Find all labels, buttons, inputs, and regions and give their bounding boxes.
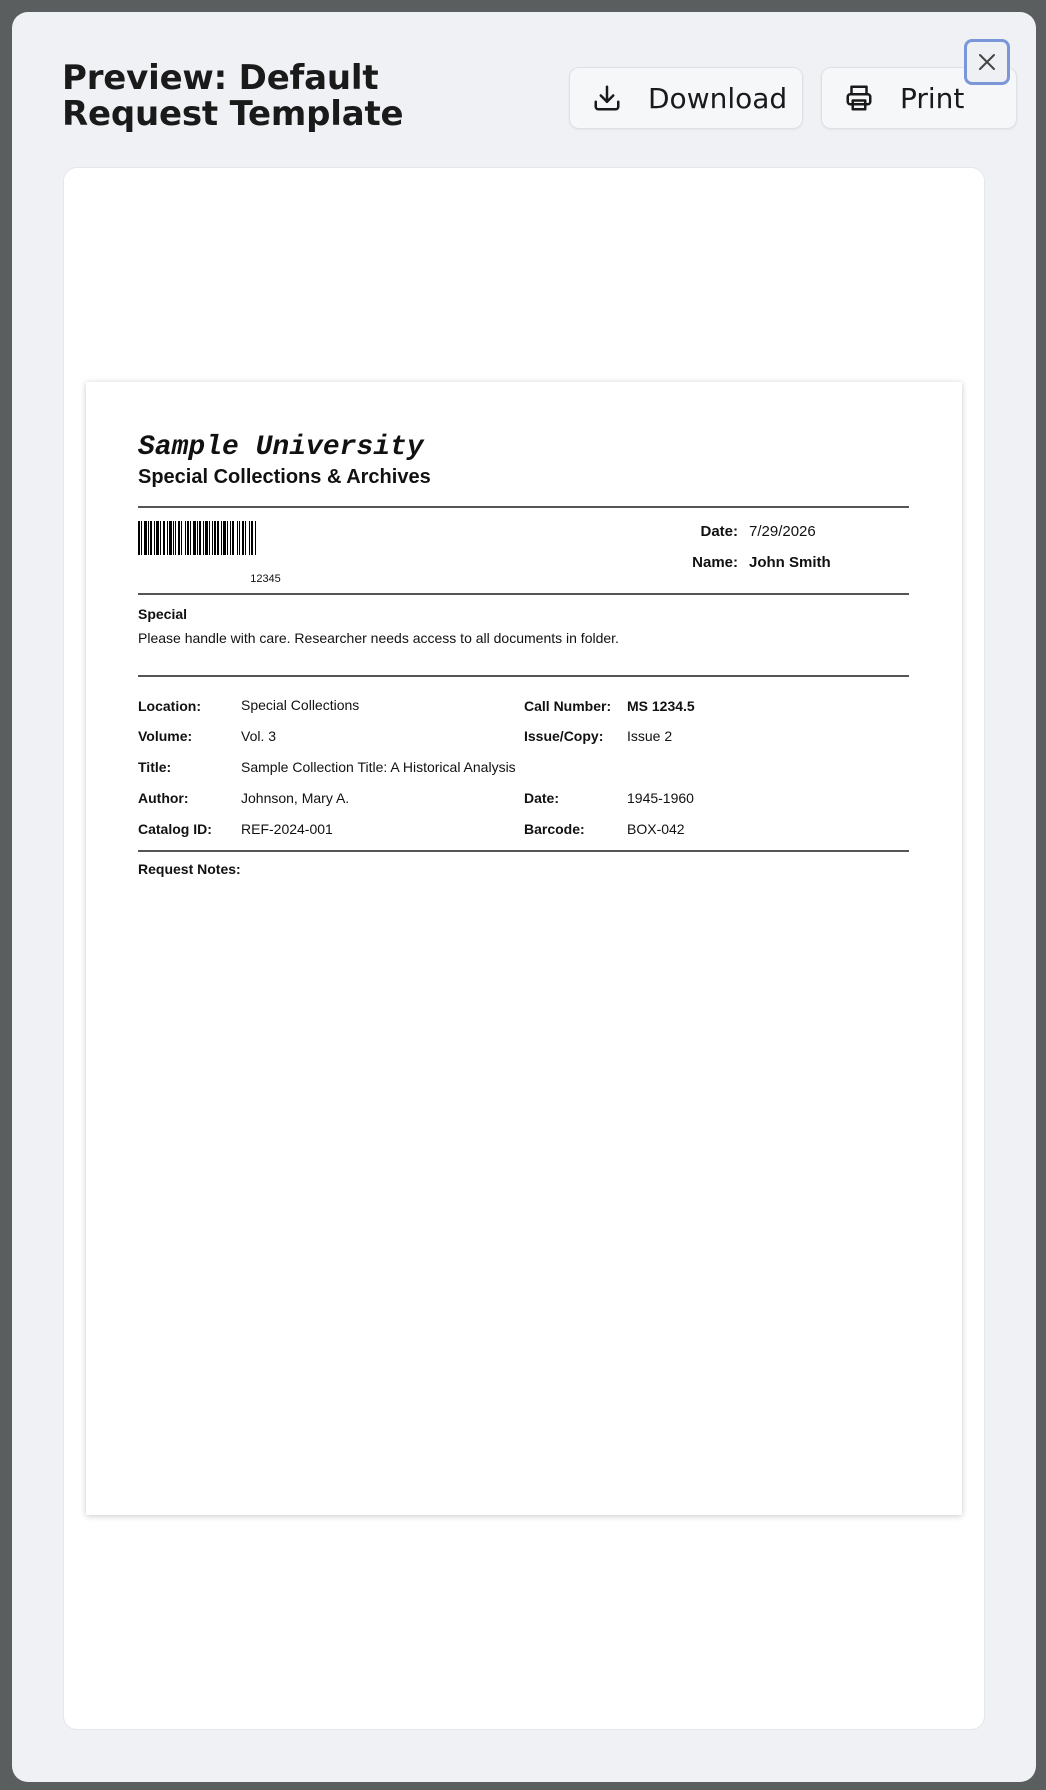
download-button-label: Download: [648, 81, 788, 115]
catalog-id-value: REF-2024-001: [241, 821, 333, 837]
title-value: Sample Collection Title: A Historical Analysis: [241, 759, 516, 775]
printer-icon: [844, 83, 874, 113]
print-button-label: Print: [900, 81, 965, 115]
divider: [138, 593, 909, 595]
barcode-label: Barcode:: [524, 821, 585, 837]
title-label: Title:: [138, 759, 172, 775]
item-date-label: Date:: [524, 790, 560, 806]
author-label: Author:: [138, 790, 189, 806]
department-name: Special Collections & Archives: [138, 466, 431, 488]
barcode-value: BOX-042: [627, 821, 685, 837]
divider: [138, 850, 909, 852]
catalog-id-label: Catalog ID:: [138, 821, 212, 837]
call-number-value: MS 1234.5: [627, 698, 695, 714]
volume-label: Volume:: [138, 728, 193, 744]
divider: [138, 506, 909, 508]
divider: [138, 675, 909, 677]
modal-title: Preview: Default Request Template: [62, 58, 404, 134]
call-number-label: Call Number:: [524, 698, 612, 714]
preview-modal: [12, 12, 1036, 1782]
author-value: Johnson, Mary A.: [241, 790, 350, 806]
close-icon: [975, 50, 999, 74]
header-name-value: John Smith: [749, 554, 831, 571]
document-page: [86, 382, 962, 1515]
special-title: Special: [138, 606, 188, 622]
volume-value: Vol. 3: [241, 728, 277, 744]
download-icon: [592, 83, 622, 113]
header-date-value: 7/29/2026: [749, 523, 816, 540]
location-label: Location:: [138, 698, 201, 714]
request-notes-label: Request Notes:: [138, 861, 241, 877]
location-value: Special Collections: [241, 697, 360, 713]
university-name: Sample University: [138, 432, 424, 463]
barcode-image: [138, 521, 394, 555]
special-text: Please handle with care. Researcher needs access to all documents in folder.: [138, 630, 619, 646]
issue-label: Issue/Copy:: [524, 728, 604, 744]
close-button[interactable]: [964, 39, 1010, 85]
item-date-value: 1945-1960: [627, 790, 694, 806]
header-date-label: Date:: [700, 523, 738, 540]
header-name-label: Name:: [692, 554, 738, 571]
barcode-number: 12345: [250, 573, 281, 585]
issue-value: Issue 2: [627, 728, 673, 744]
download-button[interactable]: [569, 67, 803, 129]
